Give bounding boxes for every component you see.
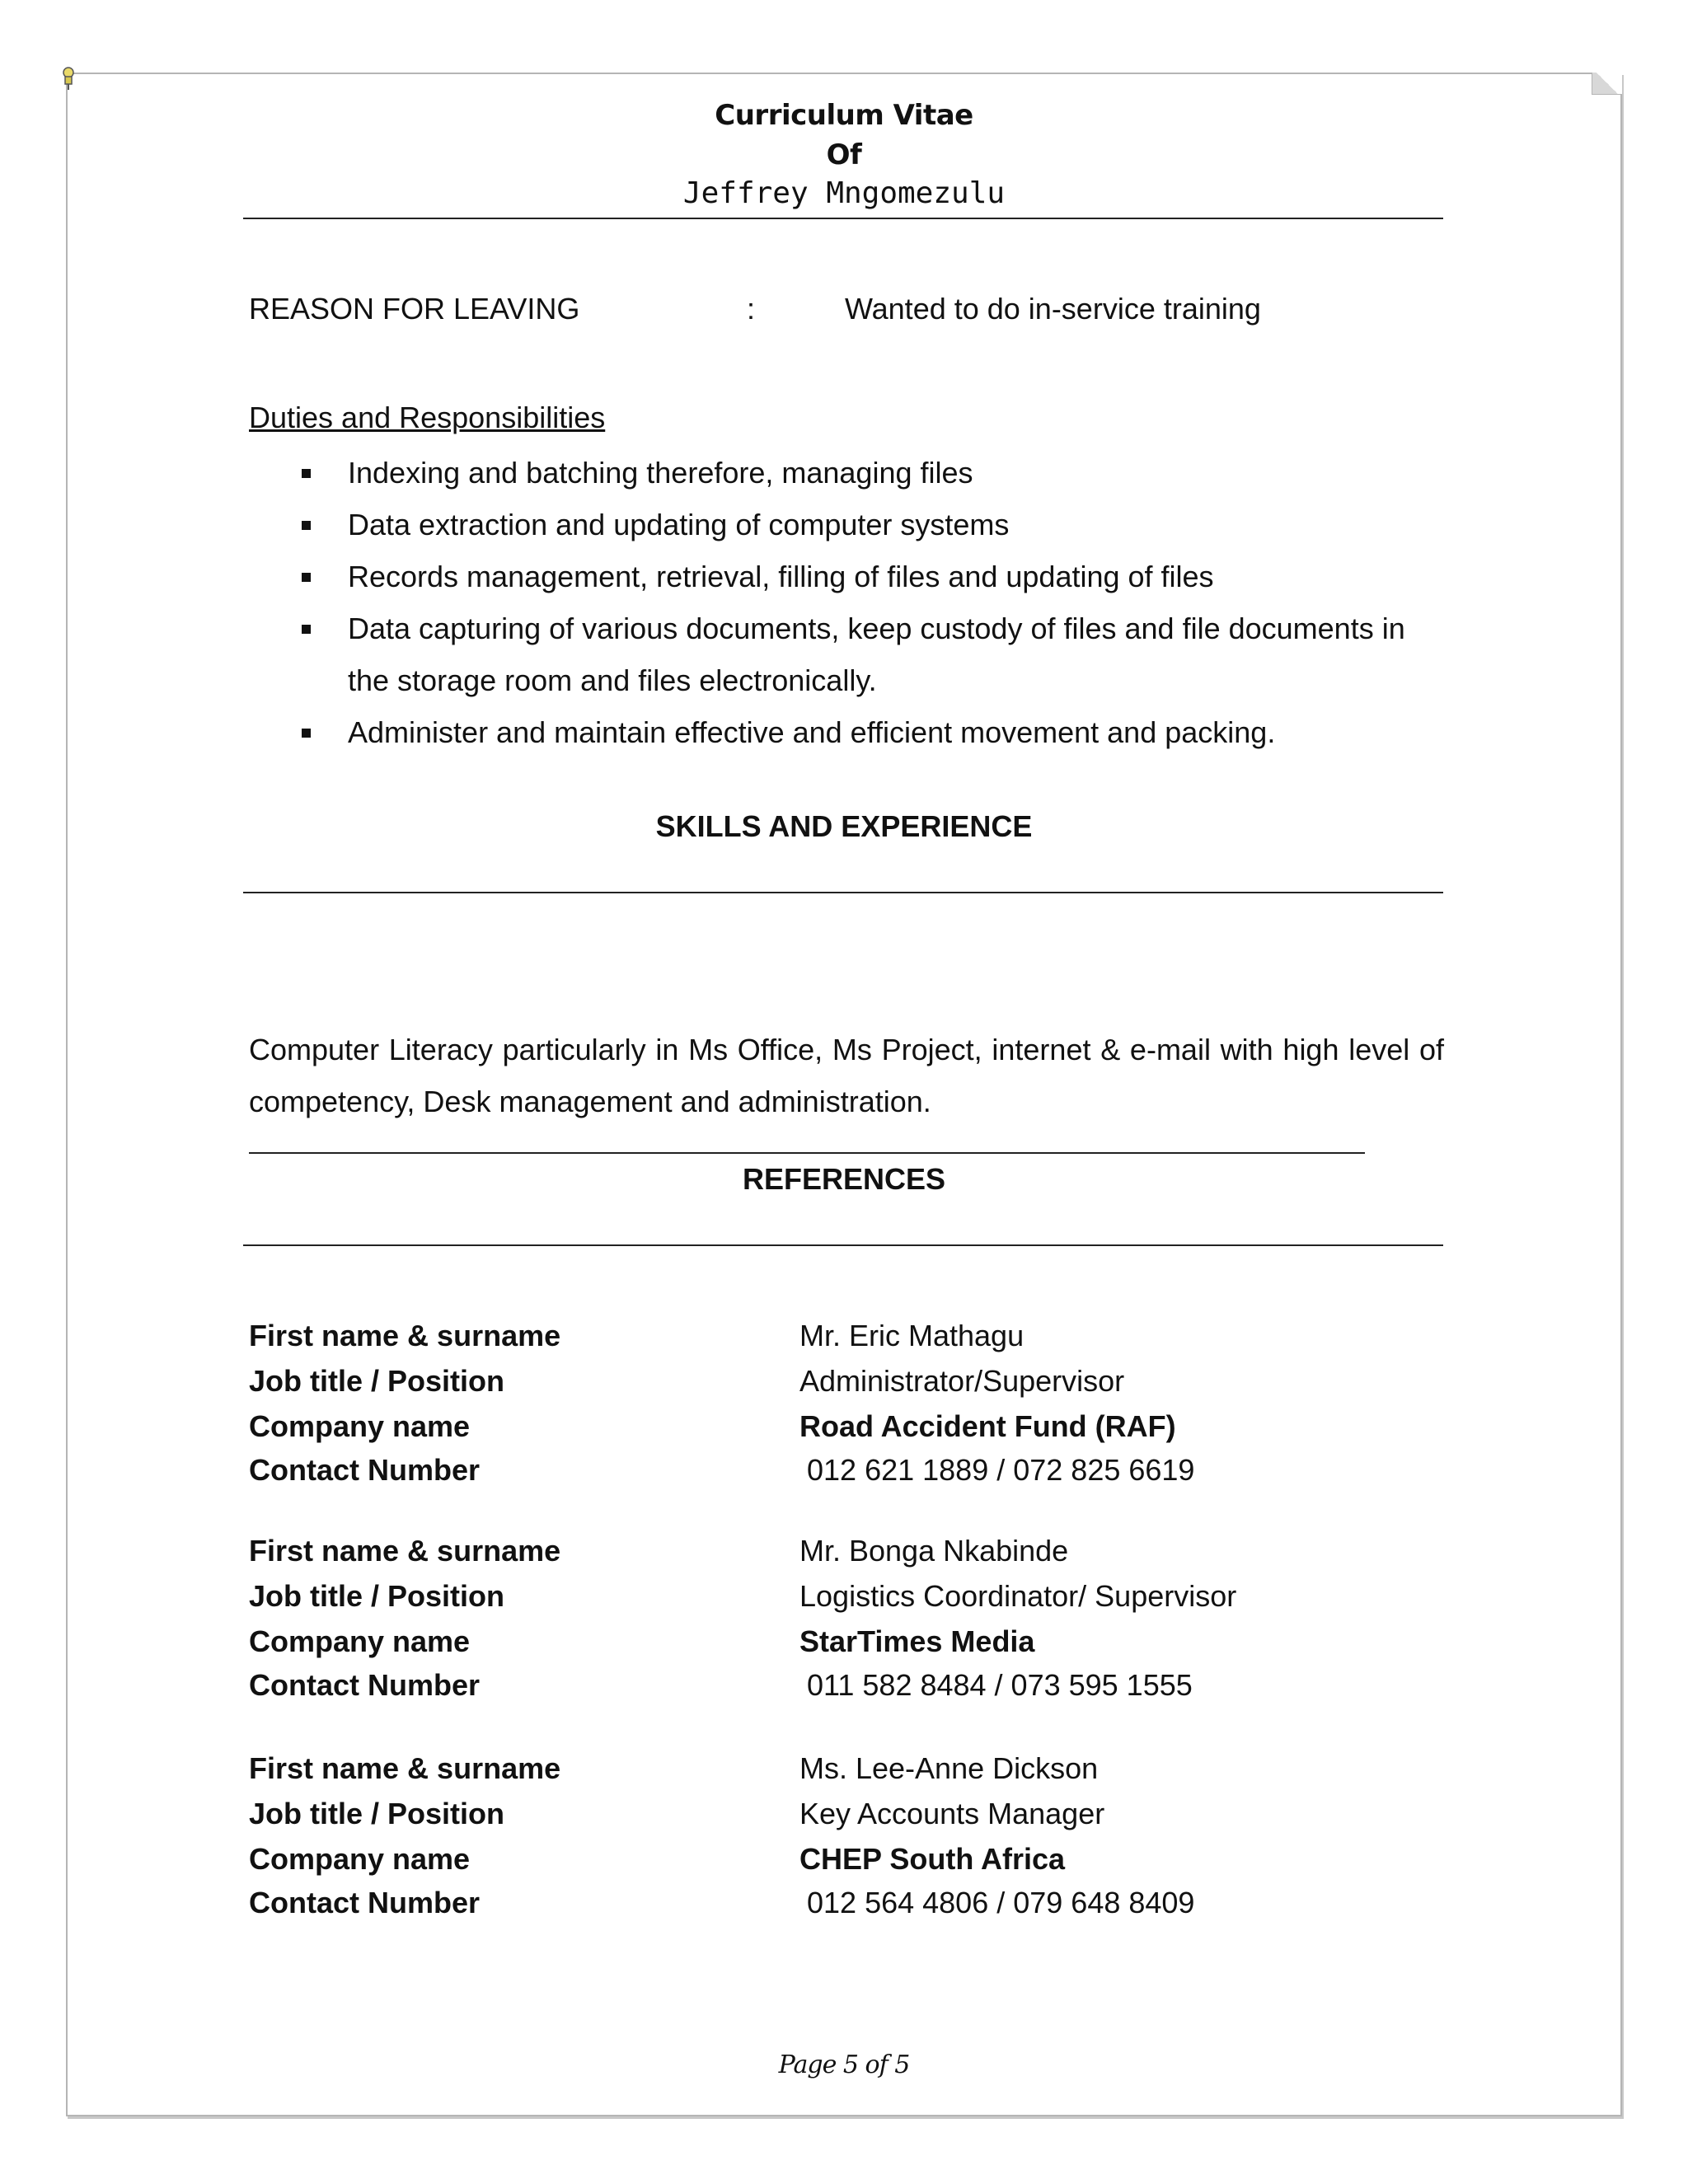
reference-contact: 012 621 1889 / 072 825 6619 — [807, 1453, 1195, 1487]
reference-contact-row — [249, 1886, 1444, 1929]
reference-company-row — [249, 1624, 1444, 1667]
reference-contact: 011 582 8484 / 073 595 1555 — [807, 1668, 1193, 1702]
page-corner-fold — [1592, 73, 1622, 95]
reason-for-leaving-label: REASON FOR LEAVING — [249, 292, 580, 326]
duty-text: Indexing and batching therefore, managing files — [348, 456, 973, 490]
reference-title-row — [249, 1364, 1444, 1407]
reference-company-label: Company name — [249, 1624, 471, 1658]
reference-name: Ms. Lee-Anne Dickson — [799, 1751, 1099, 1785]
reference-contact-label: Contact Number — [249, 1453, 481, 1487]
references-divider — [243, 1244, 1443, 1246]
duty-item — [249, 602, 1444, 706]
reference-contact-label: Contact Number — [249, 1668, 481, 1702]
duty-item — [249, 551, 1444, 602]
skills-divider — [243, 892, 1443, 893]
reference-company: Road Accident Fund (RAF) — [799, 1409, 1176, 1443]
reference-contact-row — [249, 1453, 1444, 1496]
duties-list — [249, 447, 1444, 758]
reference-name-row — [249, 1534, 1444, 1577]
duty-text: Records management, retrieval, filling of files and updating of files — [348, 560, 1214, 593]
reference-contact: 012 564 4806 / 079 648 8409 — [807, 1886, 1195, 1919]
cv-title-of: Of — [826, 138, 862, 171]
reference-company: CHEP South Africa — [799, 1842, 1066, 1876]
skills-text: Computer Literacy particularly in Ms Office, Ms Project, internet & e-mail with high level of competency, Desk management and administration. — [249, 1033, 1444, 1118]
bullet-icon — [302, 573, 311, 582]
reference-title-row — [249, 1579, 1444, 1622]
bullet-icon — [302, 625, 311, 634]
reference-name-label: First name & surname — [249, 1534, 561, 1568]
duty-text: Administer and maintain effective and efficient movement and packing. — [348, 715, 1276, 749]
reference-company-label: Company name — [249, 1409, 471, 1443]
reference-name-row — [249, 1751, 1444, 1794]
duty-item — [249, 499, 1444, 551]
cv-title: Curriculum Vitae — [715, 99, 973, 132]
duties-heading: Duties and Responsibilities — [249, 401, 606, 434]
reference-company-row — [249, 1409, 1444, 1452]
reference-title: Logistics Coordinator/ Supervisor — [799, 1579, 1237, 1613]
duty-text: Data capturing of various documents, keep custody of files and file documents in the storage room and files electronically. — [348, 612, 1405, 697]
reference-company: StarTimes Media — [799, 1624, 1035, 1658]
reference-title-label: Job title / Position — [249, 1579, 505, 1613]
reference-contact-row — [249, 1668, 1444, 1711]
reason-for-leaving-separator: : — [747, 292, 756, 326]
reference-title: Key Accounts Manager — [799, 1797, 1105, 1830]
reference-name: Mr. Eric Mathagu — [799, 1319, 1025, 1352]
bullet-icon — [302, 521, 311, 530]
reference-name: Mr. Bonga Nkabinde — [799, 1534, 1069, 1568]
duty-item — [249, 447, 1444, 499]
document-page — [66, 73, 1622, 2116]
bullet-icon — [302, 469, 311, 478]
references-heading: REFERENCES — [742, 1162, 946, 1196]
reference-name-label: First name & surname — [249, 1751, 561, 1785]
reference-title-label: Job title / Position — [249, 1364, 505, 1398]
reference-contact-label: Contact Number — [249, 1886, 481, 1919]
reference-company-label: Company name — [249, 1842, 471, 1876]
references-top-divider — [249, 1152, 1365, 1154]
reason-for-leaving-value: Wanted to do in-service training — [845, 292, 1261, 326]
duty-text: Data extraction and updating of computer systems — [348, 508, 1010, 541]
candidate-name: Jeffrey Mngomezulu — [682, 176, 1006, 210]
reference-title: Administrator/Supervisor — [799, 1364, 1125, 1398]
bullet-icon — [302, 729, 311, 738]
duty-item — [249, 706, 1444, 758]
reference-title-label: Job title / Position — [249, 1797, 505, 1830]
header-divider — [243, 218, 1443, 219]
reference-name-label: First name & surname — [249, 1319, 561, 1352]
skills-heading: SKILLS AND EXPERIENCE — [655, 809, 1033, 843]
reference-title-row — [249, 1797, 1444, 1840]
pin-icon — [61, 66, 76, 91]
reference-name-row — [249, 1319, 1444, 1361]
reference-company-row — [249, 1842, 1444, 1885]
page-number: Page 5 of 5 — [778, 2050, 910, 2079]
